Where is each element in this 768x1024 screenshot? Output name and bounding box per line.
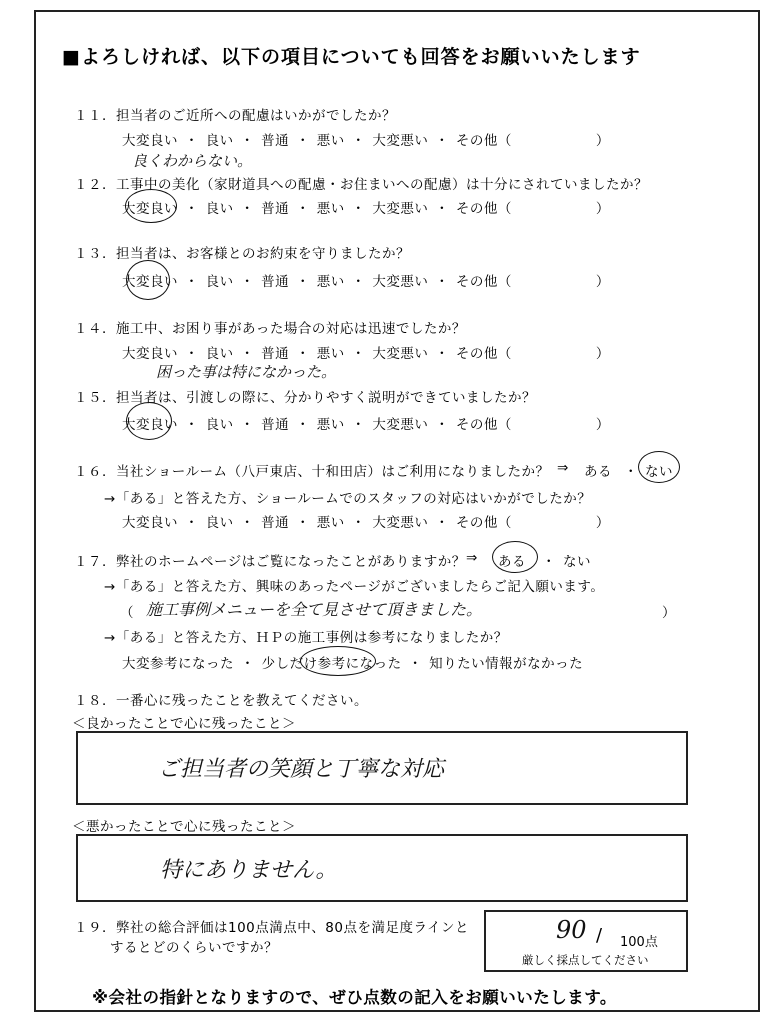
score-max: 100点	[620, 935, 658, 950]
q17-paren-open: （	[120, 605, 134, 621]
good-memory-answer: ご担当者の笑顔と丁寧な対応	[158, 757, 445, 782]
good-memory-label: ＜良かったことで心に残ったこと＞	[72, 716, 296, 732]
score-value: 90	[556, 916, 587, 944]
question-11: １１．担当者のご近所への配慮はいかがでしたか？	[74, 108, 396, 124]
q17-handwritten-answer: 施工事例メニューを全て見させて頂きました。	[146, 600, 483, 619]
q12-options[interactable]: 大変良い ・ 良い ・ 普通 ・ 悪い ・ 大変悪い ・ その他（ ）	[122, 201, 610, 217]
q17-selection-circle	[492, 541, 538, 573]
bad-memory-label: ＜悪かったことで心に残ったこと＞	[72, 819, 296, 835]
question-19-line-1: １９．弊社の総合評価は100点満点中、80点を満足度ラインと	[74, 920, 470, 936]
q17-choice-yes[interactable]: ある	[498, 554, 526, 570]
q14-handwritten-answer: 困った事は特になかった。	[156, 363, 337, 381]
score-note: 厳しく採点してください	[522, 953, 649, 967]
q16-choice-yes[interactable]: ある	[584, 464, 612, 480]
q11-handwritten-answer: 良くわからない。	[132, 152, 253, 170]
q17-choice-no[interactable]: ない	[563, 554, 591, 570]
q14-options[interactable]: 大変良い ・ 良い ・ 普通 ・ 悪い ・ 大変悪い ・ その他（ ）	[122, 346, 610, 362]
q13-options[interactable]: 大変良い ・ 良い ・ 普通 ・ 悪い ・ 大変悪い ・ その他（ ）	[122, 274, 610, 290]
q15-selection-circle	[126, 402, 172, 440]
q17-followup-1: →「ある」と答えた方、興味のあったページがございましたらご記入願います。	[104, 579, 605, 595]
footer-note: ※会社の指針となりますので、ぜひ点数の記入をお願いいたします。	[92, 988, 617, 1007]
q13-selection-circle	[126, 260, 170, 300]
question-15: １５．担当者は、引渡しの際に、分かりやすく説明ができていましたか？	[74, 390, 536, 406]
q16-followup: →「ある」と答えた方、ショールームでのスタッフの対応はいかがでしたか？	[104, 491, 592, 507]
question-18: １８．一番心に残ったことを教えてください。	[74, 693, 368, 709]
q12-selection-circle	[125, 189, 177, 223]
question-12: １２．工事中の美化（家財道具への配慮・お住まいへの配慮）は十分にされていましたか？	[74, 177, 648, 193]
q17-options[interactable]: 大変参考になった ・ 少しだけ参考になった ・ 知りたい情報がなかった	[122, 656, 584, 672]
q16-options[interactable]: 大変良い ・ 良い ・ 普通 ・ 悪い ・ 大変悪い ・ その他（ ）	[122, 515, 610, 531]
q17-arrow: ⇒	[466, 550, 478, 566]
bad-memory-answer: 特にありません。	[160, 858, 338, 883]
question-19-line-2: するとどのくらいですか？	[110, 940, 278, 956]
question-16: １６．当社ショールーム（八戸東店、十和田店）はご利用になりましたか？	[74, 464, 550, 480]
q17-paren-close: ）	[662, 605, 676, 621]
q17-selection-circle	[300, 646, 376, 676]
q16-selection-circle	[638, 451, 680, 483]
q16-choice-no[interactable]: ない	[645, 464, 673, 480]
q16-arrow: ⇒	[557, 460, 569, 476]
q15-options[interactable]: 大変良い ・ 良い ・ 普通 ・ 悪い ・ 大変悪い ・ その他（ ）	[122, 417, 610, 433]
q16-choice-dot: ・	[624, 464, 638, 480]
score-slash: /	[596, 925, 603, 946]
question-17: １７．弊社のホームページはご覧になったことがありますか？	[74, 554, 466, 570]
q17-choice-dot: ・	[542, 554, 556, 570]
q11-options[interactable]: 大変良い ・ 良い ・ 普通 ・ 悪い ・ 大変悪い ・ その他（ ）	[122, 133, 610, 149]
question-14: １４．施工中、お困り事があった場合の対応は迅速でしたか？	[74, 321, 466, 337]
page-title: ■よろしければ、以下の項目についても回答をお願いいたします	[62, 46, 641, 68]
q17-followup-2: →「ある」と答えた方、ＨＰの施工事例は参考になりましたか？	[104, 630, 508, 646]
question-13: １３．担当者は、お客様とのお約束を守りましたか？	[74, 246, 410, 262]
